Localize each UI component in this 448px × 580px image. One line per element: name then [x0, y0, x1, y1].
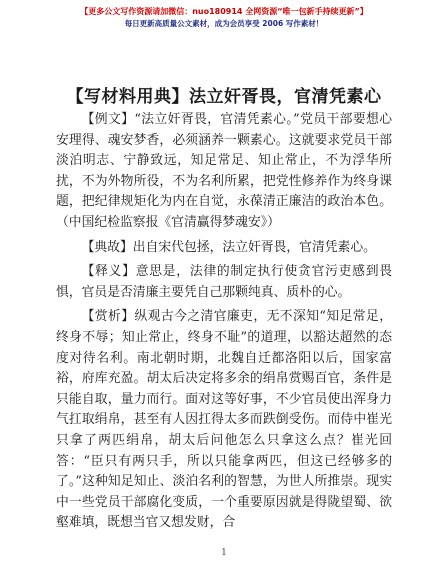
paragraph-allusion — [56, 238, 392, 259]
document-title: 【写材料用典】法立奸胥畏，官清凭素心 — [66, 87, 382, 107]
paragraph-tag: 【释义】 — [81, 264, 136, 280]
promo-line-2: 每日更新高质量公文素材，成为会员享受 2006 写作素材！ — [124, 19, 324, 28]
paragraph-text: 出自宋代包拯，法立奸胥畏，官清凭素心。 — [132, 239, 376, 255]
paragraph-tag: 【赏析】 — [81, 309, 135, 325]
paragraph-meaning — [56, 262, 392, 303]
paragraph-text: 意思是，法律的制定执行使贪官污吏感到畏惧，官员是否清廉主要凭自己那颗纯真、质朴的心。 — [56, 264, 393, 300]
paragraph-example — [56, 110, 392, 234]
promo-banner — [0, 6, 448, 30]
paragraph-text: 纵观古今之清官廉吏，无不深知“知足常足，终身不辱；知止常止，终身不耻”的道理，以豁达超然的态度对待名利。南北朝时期，北魏自迁都洛阳以后，国家富裕，府库充盈。胡太后决定将多余的绢帛赏赐百官，条件是只能自取，量力而行。面对这等好事，不少官员使出浑身力气扛取绢帛，甚至有人因扛得太多而跌倒受伤。而侍中崔光只拿了两匹绢帛，胡太后问他怎么只拿这么点？崔光回答：“臣只有两只手，所以只能拿两匹，但这已经够多的了。”这种知足知止、淡泊名利的智慧，为世人所推崇。现实中一些党员干部腐化变质，一个重要原因就是得陇望蜀、欲壑难填，既想当官又想发财，合 — [56, 309, 393, 531]
paragraph-text: “法立奸胥畏，官清凭素心。”党员干部要想心安理得、魂安梦香，必须涵养一颗素心。这就要求党员干部淡泊明志、宁静致远，知足常足、知止常止，不为浮华所扰，不为外物所役，不为名利所累，把党性修养作为终身课题，把纪律规矩化为内在自觉，永葆清正廉洁的政治本色。（中国纪检监察报《官清赢得梦魂安》） — [56, 112, 393, 230]
paragraph-tag: 【例文】 — [81, 112, 135, 127]
paragraph-appreciation — [56, 307, 392, 534]
document-body — [56, 110, 392, 538]
promo-line-1: 【更多公文写作资源请加微信：nuo180914 全网资源“唯一包新手持续更新”】 — [80, 7, 368, 16]
paragraph-tag: 【典故】 — [81, 239, 133, 255]
page-number: 1 — [221, 548, 227, 558]
